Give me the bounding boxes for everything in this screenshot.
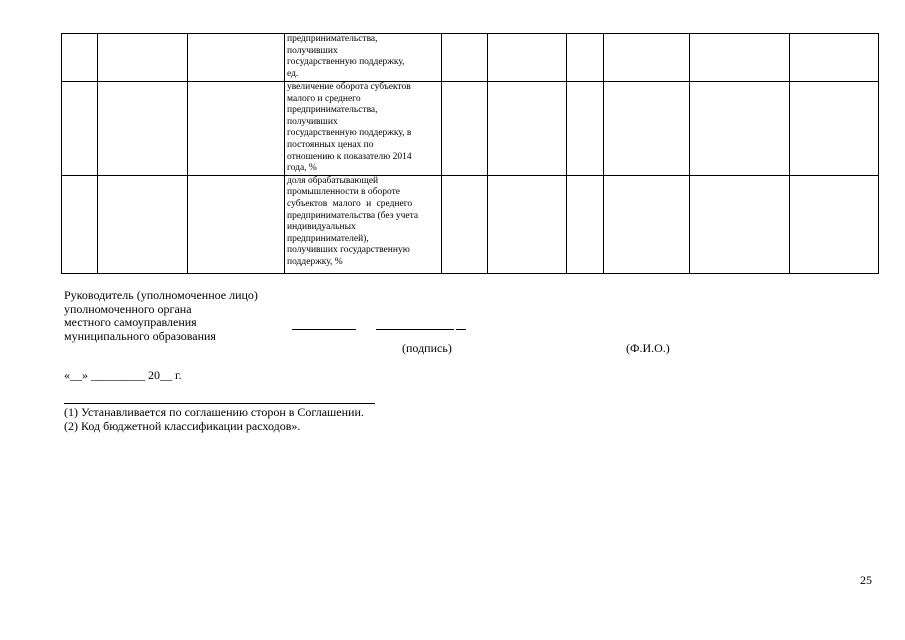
table-cell: [604, 175, 690, 273]
table-cell: [567, 82, 604, 176]
cell-text-line: субъектов малого и среднего: [287, 198, 413, 209]
indicator-name-cell: [285, 82, 442, 176]
table-cell: [442, 82, 488, 176]
signatory-role: [64, 289, 258, 343]
footnote-2: (2) Код бюджетной классификации расходов».: [64, 419, 301, 433]
table-cell: [488, 175, 567, 273]
table-cell: [690, 175, 790, 273]
cell-text-line: ед.: [287, 68, 299, 79]
table-cell: [790, 34, 879, 82]
cell-text-line: [287, 176, 439, 188]
table-cell: [188, 82, 285, 176]
table-cell: [62, 34, 98, 82]
date-line: «__» _________ 20__ г.: [64, 368, 182, 382]
table-cell: [62, 82, 98, 176]
table-cell: [98, 34, 188, 82]
cell-text-line: предпринимательства,: [287, 105, 378, 116]
cell-text-line: предпринимателей),: [287, 233, 369, 244]
cell-text-line: доля обрабатывающей: [287, 175, 379, 186]
table-cell: [790, 175, 879, 273]
table-row: [62, 34, 879, 82]
table-cell: [567, 175, 604, 273]
cell-text-line: получивших государственную: [287, 245, 410, 256]
table-cell: [488, 34, 567, 82]
table-cell: [690, 82, 790, 176]
table-cell: [604, 82, 690, 176]
cell-text-line: государственную поддержку, в: [287, 128, 412, 139]
cell-text-line: предпринимательства,: [287, 34, 378, 44]
cell-text-line: промышленности в обороте: [287, 187, 400, 198]
cell-text-line: индивидуальных: [287, 222, 356, 233]
role-line: Руководитель (уполномоченное лицо): [64, 288, 258, 302]
table-cell: [188, 175, 285, 273]
table-cell: [790, 82, 879, 176]
cell-text-line: постоянных ценах по: [287, 139, 374, 150]
role-line: уполномоченного органа: [64, 301, 192, 316]
footnote-separator: [64, 403, 375, 404]
signature-label: (подпись): [402, 341, 452, 355]
table-cell: [604, 34, 690, 82]
table-cell: [488, 82, 567, 176]
role-line: местного самоуправления: [64, 315, 197, 329]
cell-text-line: малого и среднего: [287, 93, 361, 104]
cell-text-line: получивших: [287, 116, 338, 127]
table-cell: [690, 34, 790, 82]
table-cell: [442, 175, 488, 273]
table-cell: [188, 34, 285, 82]
cell-text-line: получивших: [287, 45, 338, 56]
cell-text-line: года, %: [287, 163, 317, 174]
cell-text-line: отношению к показателю 2014: [287, 151, 412, 162]
signature-blank-line: [292, 329, 356, 330]
name-blank-line-end: [456, 329, 466, 330]
indicators-table: [61, 33, 879, 274]
cell-text-line: предпринимательства (без учета: [287, 210, 419, 221]
table-cell: [62, 175, 98, 273]
table-cell: [567, 34, 604, 82]
cell-text-line: поддержку, %: [287, 256, 343, 267]
cell-text-line: увеличение оборота субъектов: [287, 82, 411, 92]
table-cell: [98, 175, 188, 273]
table-cell: [442, 34, 488, 82]
name-label: (Ф.И.О.): [626, 341, 670, 355]
cell-text-line: государственную поддержку,: [287, 57, 405, 68]
page-number: 25: [860, 573, 872, 587]
indicator-name-cell: [285, 175, 442, 273]
indicator-name-cell: [285, 34, 442, 82]
table-row: [62, 175, 879, 273]
name-blank-line: [376, 329, 454, 330]
table-cell: [98, 82, 188, 176]
footnote-1: (1) Устанавливается по соглашению сторон в Соглашении.: [64, 405, 364, 419]
table-row: [62, 82, 879, 176]
role-line: муниципального образования: [64, 328, 216, 343]
